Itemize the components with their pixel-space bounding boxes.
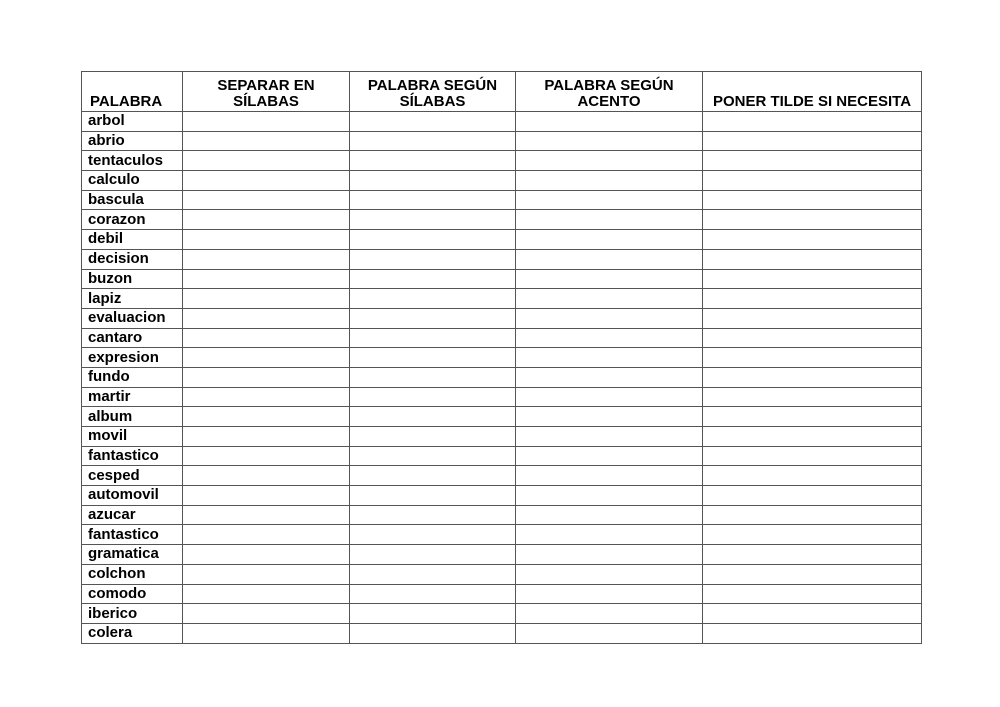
separar-en-silabas-cell[interactable] [183, 387, 350, 407]
poner-tilde-cell[interactable] [703, 230, 922, 250]
poner-tilde-cell[interactable] [703, 348, 922, 368]
palabra-segun-silabas-cell[interactable] [350, 112, 516, 132]
table-row [82, 112, 922, 132]
palabra-segun-acento-cell[interactable] [516, 545, 703, 565]
word-cell: automovil [82, 486, 183, 506]
palabra-segun-silabas-cell[interactable] [350, 584, 516, 604]
palabra-segun-silabas-cell[interactable] [350, 190, 516, 210]
word-cell: azucar [82, 505, 183, 525]
poner-tilde-cell[interactable] [703, 289, 922, 309]
word-cell: arbol [82, 112, 183, 132]
poner-tilde-cell[interactable] [703, 112, 922, 132]
poner-tilde-cell[interactable] [703, 151, 922, 171]
palabra-segun-silabas-cell[interactable] [350, 564, 516, 584]
palabra-segun-acento-cell[interactable] [516, 151, 703, 171]
table-row [82, 367, 922, 387]
table-row [82, 308, 922, 328]
separar-en-silabas-cell[interactable] [183, 112, 350, 132]
separar-en-silabas-cell[interactable] [183, 486, 350, 506]
word-cell: buzon [82, 269, 183, 289]
palabra-segun-silabas-cell[interactable] [350, 505, 516, 525]
palabra-segun-silabas-cell[interactable] [350, 367, 516, 387]
separar-en-silabas-cell[interactable] [183, 308, 350, 328]
palabra-segun-acento-cell[interactable] [516, 348, 703, 368]
word-cell: martir [82, 387, 183, 407]
table-row [82, 289, 922, 309]
word-cell: movil [82, 427, 183, 447]
separar-en-silabas-cell[interactable] [183, 289, 350, 309]
palabra-segun-acento-cell[interactable] [516, 190, 703, 210]
separar-en-silabas-cell[interactable] [183, 151, 350, 171]
table-row [82, 525, 922, 545]
palabra-segun-acento-cell[interactable] [516, 427, 703, 447]
palabra-segun-acento-cell[interactable] [516, 486, 703, 506]
poner-tilde-cell[interactable] [703, 131, 922, 151]
word-cell: fantastico [82, 525, 183, 545]
poner-tilde-cell[interactable] [703, 387, 922, 407]
separar-en-silabas-cell[interactable] [183, 367, 350, 387]
header-palabra: PALABRA [82, 72, 183, 112]
poner-tilde-cell[interactable] [703, 308, 922, 328]
word-cell: comodo [82, 584, 183, 604]
palabra-segun-silabas-cell[interactable] [350, 387, 516, 407]
palabra-segun-silabas-cell[interactable] [350, 269, 516, 289]
palabra-segun-silabas-cell[interactable] [350, 210, 516, 230]
table-row [82, 446, 922, 466]
palabra-segun-acento-cell[interactable] [516, 308, 703, 328]
palabra-segun-silabas-cell[interactable] [350, 230, 516, 250]
table-row [82, 131, 922, 151]
separar-en-silabas-cell[interactable] [183, 604, 350, 624]
palabra-segun-acento-cell[interactable] [516, 171, 703, 191]
separar-en-silabas-cell[interactable] [183, 171, 350, 191]
palabra-segun-silabas-cell[interactable] [350, 348, 516, 368]
table-row [82, 210, 922, 230]
poner-tilde-cell[interactable] [703, 584, 922, 604]
table-row [82, 427, 922, 447]
word-cell: colchon [82, 564, 183, 584]
word-cell: calculo [82, 171, 183, 191]
palabra-segun-silabas-cell[interactable] [350, 249, 516, 269]
separar-en-silabas-cell[interactable] [183, 269, 350, 289]
palabra-segun-silabas-cell[interactable] [350, 623, 516, 643]
palabra-segun-acento-cell[interactable] [516, 230, 703, 250]
palabra-segun-silabas-cell[interactable] [350, 466, 516, 486]
separar-en-silabas-cell[interactable] [183, 545, 350, 565]
palabra-segun-silabas-cell[interactable] [350, 446, 516, 466]
table-row [82, 505, 922, 525]
separar-en-silabas-cell[interactable] [183, 564, 350, 584]
word-cell: expresion [82, 348, 183, 368]
poner-tilde-cell[interactable] [703, 545, 922, 565]
separar-en-silabas-cell[interactable] [183, 427, 350, 447]
separar-en-silabas-cell[interactable] [183, 210, 350, 230]
table-row [82, 249, 922, 269]
separar-en-silabas-cell[interactable] [183, 348, 350, 368]
palabra-segun-silabas-cell[interactable] [350, 308, 516, 328]
palabra-segun-silabas-cell[interactable] [350, 328, 516, 348]
palabra-segun-silabas-cell[interactable] [350, 151, 516, 171]
poner-tilde-cell[interactable] [703, 171, 922, 191]
palabra-segun-acento-cell[interactable] [516, 525, 703, 545]
word-cell: lapiz [82, 289, 183, 309]
header-row [82, 72, 922, 112]
separar-en-silabas-cell[interactable] [183, 623, 350, 643]
table-row [82, 230, 922, 250]
table-row [82, 348, 922, 368]
separar-en-silabas-cell[interactable] [183, 249, 350, 269]
table-row [82, 387, 922, 407]
poner-tilde-cell[interactable] [703, 269, 922, 289]
word-rows [82, 112, 922, 644]
poner-tilde-cell[interactable] [703, 486, 922, 506]
word-cell: tentaculos [82, 151, 183, 171]
table-row [82, 545, 922, 565]
separar-en-silabas-cell[interactable] [183, 466, 350, 486]
palabra-segun-acento-cell[interactable] [516, 466, 703, 486]
word-cell: gramatica [82, 545, 183, 565]
palabra-segun-silabas-cell[interactable] [350, 427, 516, 447]
palabra-segun-silabas-cell[interactable] [350, 525, 516, 545]
palabra-segun-acento-cell[interactable] [516, 623, 703, 643]
table-row [82, 486, 922, 506]
poner-tilde-cell[interactable] [703, 249, 922, 269]
word-cell: cantaro [82, 328, 183, 348]
word-cell: corazon [82, 210, 183, 230]
word-cell: album [82, 407, 183, 427]
palabra-segun-silabas-cell[interactable] [350, 545, 516, 565]
poner-tilde-cell[interactable] [703, 367, 922, 387]
separar-en-silabas-cell[interactable] [183, 584, 350, 604]
separar-en-silabas-cell[interactable] [183, 190, 350, 210]
palabra-segun-acento-cell[interactable] [516, 584, 703, 604]
table-row [82, 171, 922, 191]
poner-tilde-cell[interactable] [703, 604, 922, 624]
separar-en-silabas-cell[interactable] [183, 505, 350, 525]
palabra-segun-silabas-cell[interactable] [350, 407, 516, 427]
separar-en-silabas-cell[interactable] [183, 131, 350, 151]
table-row [82, 407, 922, 427]
palabra-segun-acento-cell[interactable] [516, 387, 703, 407]
table-row [82, 604, 922, 624]
poner-tilde-cell[interactable] [703, 564, 922, 584]
separar-en-silabas-cell[interactable] [183, 407, 350, 427]
palabra-segun-acento-cell[interactable] [516, 131, 703, 151]
word-cell: evaluacion [82, 308, 183, 328]
separar-en-silabas-cell[interactable] [183, 525, 350, 545]
word-cell: debil [82, 230, 183, 250]
header-poner-tilde: PONER TILDE SI NECESITA [703, 72, 922, 112]
palabra-segun-acento-cell[interactable] [516, 446, 703, 466]
poner-tilde-cell[interactable] [703, 623, 922, 643]
word-cell: fundo [82, 367, 183, 387]
poner-tilde-cell[interactable] [703, 427, 922, 447]
poner-tilde-cell[interactable] [703, 446, 922, 466]
palabra-segun-acento-cell[interactable] [516, 505, 703, 525]
word-cell: cesped [82, 466, 183, 486]
palabra-segun-silabas-cell[interactable] [350, 604, 516, 624]
header-palabra-segun-acento: PALABRA SEGÚN ACENTO [516, 72, 703, 112]
palabra-segun-acento-cell[interactable] [516, 289, 703, 309]
word-cell: bascula [82, 190, 183, 210]
word-cell: decision [82, 249, 183, 269]
palabra-segun-acento-cell[interactable] [516, 604, 703, 624]
poner-tilde-cell[interactable] [703, 210, 922, 230]
palabra-segun-silabas-cell[interactable] [350, 486, 516, 506]
table-row [82, 269, 922, 289]
palabra-segun-acento-cell[interactable] [516, 367, 703, 387]
palabra-segun-acento-cell[interactable] [516, 210, 703, 230]
table-row [82, 584, 922, 604]
table-row [82, 623, 922, 643]
palabra-segun-acento-cell[interactable] [516, 564, 703, 584]
word-cell: iberico [82, 604, 183, 624]
poner-tilde-cell[interactable] [703, 505, 922, 525]
poner-tilde-cell[interactable] [703, 190, 922, 210]
table-row [82, 151, 922, 171]
table-row [82, 564, 922, 584]
table-row [82, 466, 922, 486]
poner-tilde-cell[interactable] [703, 407, 922, 427]
palabra-segun-silabas-cell[interactable] [350, 171, 516, 191]
palabra-segun-silabas-cell[interactable] [350, 289, 516, 309]
header-palabra-segun-silabas: PALABRA SEGÚN SÍLABAS [350, 72, 516, 112]
poner-tilde-cell[interactable] [703, 328, 922, 348]
word-cell: colera [82, 623, 183, 643]
palabra-segun-acento-cell[interactable] [516, 328, 703, 348]
palabra-segun-acento-cell[interactable] [516, 407, 703, 427]
word-cell: fantastico [82, 446, 183, 466]
table-row [82, 328, 922, 348]
palabra-segun-silabas-cell[interactable] [350, 131, 516, 151]
separar-en-silabas-cell[interactable] [183, 230, 350, 250]
palabra-segun-acento-cell[interactable] [516, 269, 703, 289]
word-cell: abrio [82, 131, 183, 151]
header-separar-en-silabas: SEPARAR EN SÍLABAS [183, 72, 350, 112]
worksheet-table [81, 71, 922, 644]
separar-en-silabas-cell[interactable] [183, 446, 350, 466]
poner-tilde-cell[interactable] [703, 466, 922, 486]
palabra-segun-acento-cell[interactable] [516, 112, 703, 132]
palabra-segun-acento-cell[interactable] [516, 249, 703, 269]
poner-tilde-cell[interactable] [703, 525, 922, 545]
table-row [82, 190, 922, 210]
separar-en-silabas-cell[interactable] [183, 328, 350, 348]
